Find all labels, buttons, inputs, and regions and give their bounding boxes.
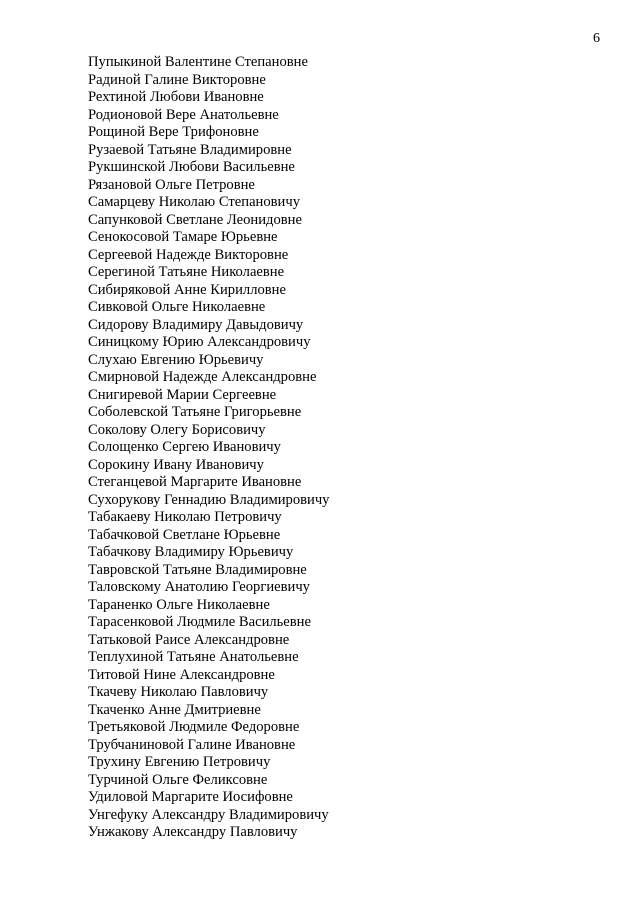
list-item: Унжакову Александру Павловичу [88,824,298,840]
list-item: Унгефуку Александру Владимировичу [88,806,329,823]
list-item: Пупыкиной Валентине Степановне [88,54,308,70]
list-item: Серегиной Татьяне Николаевне [88,264,285,280]
list-item: Удиловой Маргарите Иосифовне [88,789,293,805]
list-item: Трухину Евгению Петровичу [88,754,271,770]
list-item: Титовой Нине Александровне [88,666,275,683]
list-item: Стеганцевой Маргарите Ивановне [88,474,302,490]
list-item: Сергеевой Надежде Викторовне [88,246,289,263]
list-item: Сапунковой Светлане Леонидовне [88,211,302,228]
list-item: Таловскому Анатолию Георгиевичу [88,579,310,595]
page-number: 6 [593,31,600,46]
name-list [88,54,329,842]
list-item: Снигиревой Марии Сергеевне [88,386,277,403]
list-item: Турчиной Ольге Феликсовне [88,771,268,788]
list-item: Сивковой Ольге Николаевне [88,299,266,315]
list-item: Сидорову Владимиру Давыдовичу [88,316,304,333]
list-item: Тарасенковой Людмиле Васильевне [88,614,311,630]
list-item: Сибиряковой Анне Кирилловне [88,281,286,298]
list-item: Ткачеву Николаю Павловичу [88,684,269,700]
list-item: Солощенко Сергею Ивановичу [88,439,281,455]
list-item: Рузаевой Татьяне Владимировне [88,141,292,158]
list-item: Рехтиной Любови Ивановне [88,89,264,105]
list-item: Тараненко Ольге Николаевне [88,596,270,613]
list-item: Татьковой Раисе Александровне [88,631,290,648]
list-item: Соколову Олегу Борисовичу [88,421,266,438]
list-item: Третьяковой Людмиле Федоровне [88,719,300,735]
list-item: Сорокину Ивану Ивановичу [88,456,264,473]
list-item: Табачкову Владимиру Юрьевичу [88,544,294,560]
list-item: Сенокосовой Тамаре Юрьевне [88,229,278,245]
list-item: Сухорукову Геннадию Владимировичу [88,491,330,508]
list-item: Синицкому Юрию Александровичу [88,334,311,350]
list-item: Самарцеву Николаю Степановичу [88,194,300,210]
list-item: Тавровской Татьяне Владимировне [88,561,307,578]
list-item: Рязановой Ольге Петровне [88,176,255,193]
list-item: Соболевской Татьяне Григорьевне [88,404,302,420]
list-item: Радиной Галине Викторовне [88,71,266,88]
list-item: Смирновой Надежде Александровне [88,369,317,385]
list-item: Табачковой Светлане Юрьевне [88,526,281,543]
list-item: Табакаеву Николаю Петровичу [88,509,282,525]
list-item: Слухаю Евгению Юрьевичу [88,351,264,368]
list-item: Трубчаниновой Галине Ивановне [88,736,296,753]
list-item: Рукшинской Любови Васильевне [88,159,295,175]
list-item: Родионовой Вере Анатольевне [88,106,279,123]
list-item: Ткаченко Анне Дмитриевне [88,701,261,718]
list-item: Рощиной Вере Трифоновне [88,124,259,140]
list-item: Теплухиной Татьяне Анатольевне [88,649,299,665]
